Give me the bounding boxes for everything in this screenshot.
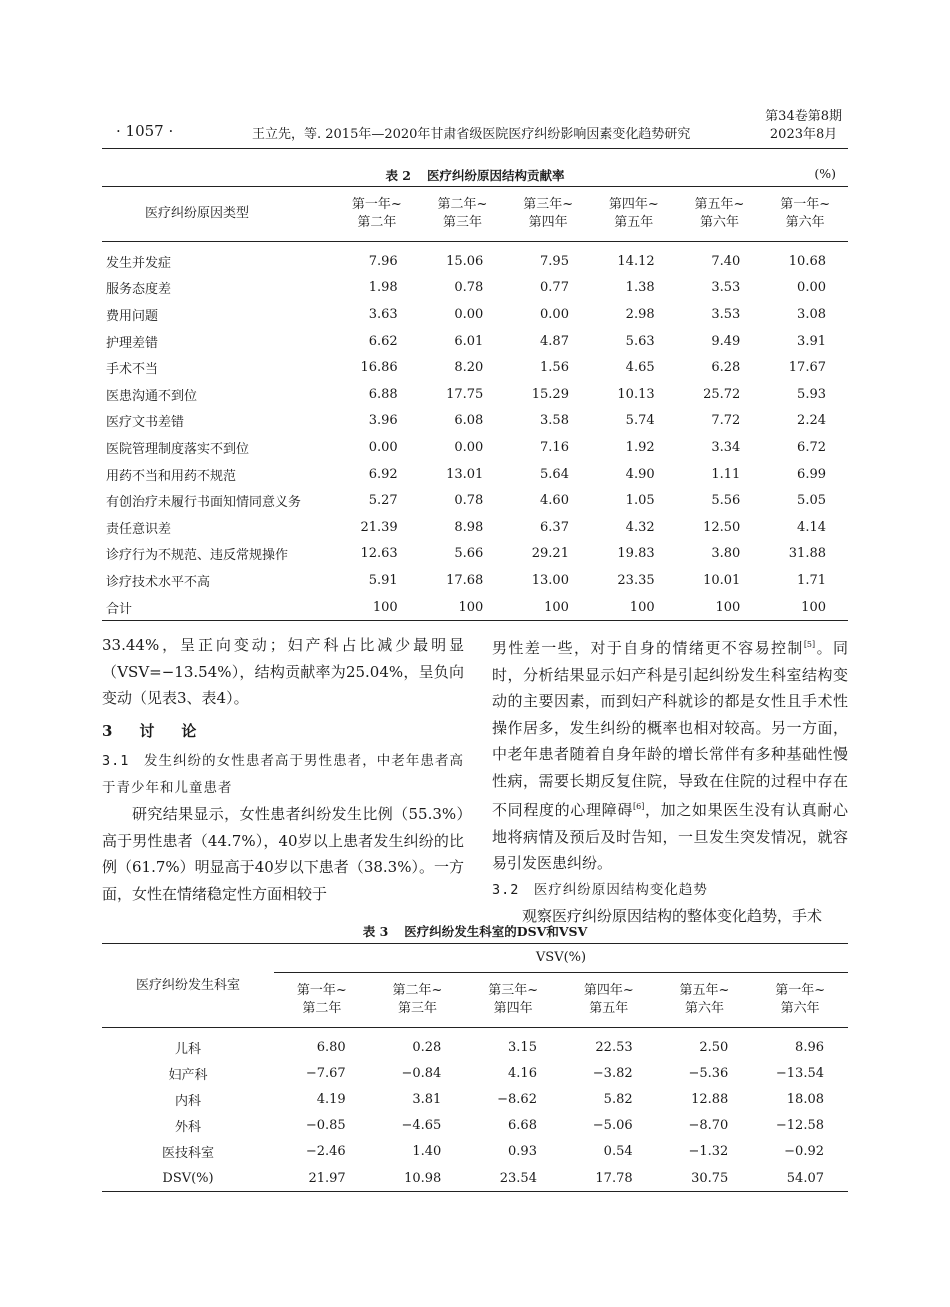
table2-row: [102, 354, 848, 381]
table2-cell: 25.72: [703, 386, 741, 402]
table2-cell: 3.53: [711, 306, 741, 322]
table2-label: 表 2: [385, 168, 412, 183]
table2-cell: 4.65: [625, 360, 655, 376]
table3-cell: −0.92: [784, 1144, 824, 1160]
running-header: [102, 108, 848, 149]
table2-cell: 7.40: [711, 253, 741, 269]
table3-row-label: 儿科: [174, 1041, 201, 1057]
table2-row: [102, 487, 848, 514]
volume-issue: 第34卷第8期: [765, 109, 842, 124]
table3-cell: 0.28: [412, 1039, 442, 1055]
table2-row: [102, 301, 848, 328]
table2-cell: 0.78: [454, 493, 484, 509]
table2-cell: 5.93: [797, 386, 826, 402]
table3-row: [102, 1139, 848, 1165]
table2-cell: 12.50: [703, 519, 741, 535]
table2-year-header: 第四年~ 第五年: [591, 187, 677, 242]
table2-cell: 6.28: [711, 360, 741, 376]
table3-cell: 1.40: [412, 1144, 442, 1160]
table3-cell: 3.81: [412, 1091, 442, 1107]
table2-year-header: 第三年~ 第四年: [505, 187, 591, 242]
table2-cell: 17.75: [446, 386, 484, 402]
table3-cell: 4.16: [508, 1065, 537, 1081]
table3-label: 表 3: [362, 924, 389, 939]
table2-cell: 100: [544, 599, 569, 615]
table3-caption: [102, 922, 848, 940]
table2-cell: 8.20: [454, 360, 484, 376]
table2-cell: 3.58: [540, 413, 569, 429]
table2-title: 医疗纠纷原因结构贡献率: [427, 168, 565, 183]
table2-cell: 2.98: [625, 306, 655, 322]
table3-cell: −7.67: [305, 1065, 346, 1081]
table3-cell: −13.54: [775, 1065, 824, 1081]
table2-row: [102, 567, 848, 594]
table2-row: [102, 328, 848, 355]
table2-cell: 1.71: [797, 572, 826, 588]
table2-cell: 15.06: [446, 253, 484, 269]
table2-cell: 1.38: [625, 280, 655, 296]
table3-cell: 21.97: [308, 1170, 346, 1186]
table2-cell: 100: [629, 599, 655, 615]
table2-cell: 6.37: [540, 519, 569, 535]
table2-row: [102, 434, 848, 461]
table2-cell: 5.91: [368, 572, 398, 588]
table2-cell: 8.98: [454, 519, 484, 535]
table2-cell: 3.53: [711, 280, 741, 296]
table2-cell: 1.56: [540, 360, 569, 376]
table3: [102, 943, 848, 1192]
table3-cell: 22.53: [595, 1039, 633, 1055]
table3-cell: −1.32: [688, 1144, 729, 1160]
table3-vsv-header: VSV(%): [274, 944, 848, 973]
table2-cell: 3.80: [711, 546, 741, 562]
table3-cell: −12.58: [775, 1118, 824, 1134]
table3-cell: 2.50: [699, 1039, 729, 1055]
table3-row: [102, 1113, 848, 1139]
table2-row: [102, 381, 848, 408]
table2-cell: 17.68: [446, 572, 484, 588]
table3-cell: 23.54: [499, 1170, 537, 1186]
table3-row: [102, 1165, 848, 1192]
table3-cell: −4.65: [401, 1118, 442, 1134]
table2-cell: 16.86: [360, 360, 398, 376]
table3-row-label: 医技科室: [161, 1146, 214, 1162]
section-heading: 3 讨 论: [102, 721, 203, 740]
table2-cell: 21.39: [360, 519, 398, 535]
table2-row: [102, 275, 848, 302]
table3-title: 医疗纠纷发生科室的DSV和VSV: [404, 924, 588, 939]
table2-row-label: 医患沟通不到位: [106, 388, 198, 404]
table3-cell: 8.96: [795, 1039, 824, 1055]
table2-cell: 0.78: [454, 280, 484, 296]
table2-cell: 3.34: [711, 439, 741, 455]
table2-row-label: 有创治疗未履行书面知情同意义务: [106, 495, 302, 511]
table2-cell: 10.13: [617, 386, 655, 402]
table2-cell: 31.88: [788, 546, 826, 562]
table2-cell: 4.87: [540, 333, 569, 349]
table2-cell: 3.08: [797, 306, 826, 322]
table3-cell: 54.07: [786, 1170, 824, 1186]
table2-cell: 23.35: [617, 572, 655, 588]
table3-row: [102, 1028, 848, 1061]
table3-row-label: DSV(%): [162, 1170, 214, 1186]
table3-cell: 10.98: [404, 1170, 442, 1186]
table3-row: [102, 1086, 848, 1112]
table2-cell: 1.11: [711, 466, 741, 482]
table3-cell: 17.78: [595, 1170, 633, 1186]
table2-row-label: 诊疗技术水平不高: [106, 574, 211, 590]
table2-row: [102, 541, 848, 568]
table2-cell: 5.66: [454, 546, 484, 562]
table2-cell: 7.16: [540, 439, 569, 455]
table2-unit: (%): [814, 166, 836, 181]
table2-cell: 10.68: [788, 253, 826, 269]
table2-cell: 100: [372, 599, 398, 615]
table2-cell: 5.05: [797, 493, 826, 509]
table2-cell: 29.21: [531, 546, 569, 562]
table2-row-label: 手术不当: [106, 362, 159, 378]
table2-cell: 3.91: [797, 333, 826, 349]
table2-cell: 6.08: [454, 413, 484, 429]
table2-cell: 1.98: [368, 280, 398, 296]
table2-cell: 7.95: [540, 253, 569, 269]
table2-row-label: 护理差错: [106, 335, 159, 351]
table3-cell: −8.70: [688, 1118, 729, 1134]
table2-cell: 13.00: [531, 572, 569, 588]
table2-row: [102, 408, 848, 435]
body-right-column: [492, 632, 848, 930]
table3-cell: −5.36: [688, 1065, 729, 1081]
table2-cell: 1.05: [625, 493, 655, 509]
table2-cell: 17.67: [788, 360, 826, 376]
table2-cell: 6.99: [797, 466, 826, 482]
table3-cell: −0.84: [401, 1065, 442, 1081]
table2-row: [102, 242, 848, 275]
table2-cell: 0.00: [797, 280, 826, 296]
table2-year-header: 第二年~ 第三年: [420, 187, 506, 242]
table2-cell: 5.74: [625, 413, 655, 429]
table3-cell: −5.06: [592, 1118, 633, 1134]
table2-row-label: 合计: [106, 601, 133, 617]
table3-cell: 18.08: [786, 1091, 824, 1107]
table3-cell: 4.19: [316, 1091, 346, 1107]
table2-cell: 14.12: [617, 253, 655, 269]
table3-year-header: 第一年~ 第六年: [752, 973, 848, 1028]
table3-cell: 12.88: [691, 1091, 729, 1107]
table2-cell: 5.63: [625, 333, 655, 349]
table2-cell: 12.63: [360, 546, 398, 562]
table3-cell: −3.82: [592, 1065, 633, 1081]
table2-cell: 4.14: [797, 519, 826, 535]
table2-caption: [102, 166, 848, 184]
table2-row-label: 医疗文书差错: [106, 415, 185, 431]
table3-cell: 3.15: [508, 1039, 537, 1055]
table2-cell: 0.00: [454, 439, 484, 455]
paragraph: 男性差一些，对于自身的情绪更不容易控制[5]。同时，分析结果显示妇产科是引起纠纷发生科室结构变动的主要因素，而到妇产科就诊的都是女性且手术性操作居多，发生纠纷的概率也相对较高。另一方面，中老年患者随着自身年龄的增长常伴有多种基础性慢性病，需要长期反复住院，导致在住院的过程中存在不同程度的心理障碍[6]，加之如果医生没有认真耐心地将病情及预后及时告知，一旦发生突发情况，就容易引发医患纠纷。: [492, 639, 848, 872]
table2-cell: 4.60: [540, 493, 569, 509]
table2-cell: 100: [801, 599, 826, 615]
table2-cell: 6.62: [368, 333, 398, 349]
page-number: · 1057 ·: [116, 122, 174, 140]
table3-year-header: 第四年~ 第五年: [561, 973, 657, 1028]
table3-year-header: 第三年~ 第四年: [465, 973, 561, 1028]
table2-cell: 100: [458, 599, 484, 615]
table3-row-label: 内科: [174, 1093, 201, 1109]
issue-date: 2023年8月: [769, 127, 838, 142]
table2-cell: 6.01: [454, 333, 484, 349]
table2-row-label: 医院管理制度落实不到位: [106, 441, 250, 457]
table2-row: [102, 514, 848, 541]
subsection-heading: 3.1 发生纠纷的女性患者高于男性患者，中老年患者高于青少年和儿童患者: [102, 753, 464, 796]
table2-cell: 0.77: [540, 280, 569, 296]
table2-cell: 4.90: [625, 466, 655, 482]
table3-col-header: 医疗纠纷发生科室: [102, 944, 274, 1028]
table2-cell: 1.92: [625, 439, 655, 455]
table3-cell: 6.68: [508, 1118, 537, 1134]
citation[interactable]: [5]: [803, 640, 816, 649]
table2-cell: 7.72: [711, 413, 741, 429]
table2-cell: 0.00: [368, 439, 398, 455]
body-left-column: [102, 632, 464, 907]
citation[interactable]: [6]: [632, 802, 645, 811]
table2-cell: 19.83: [617, 546, 655, 562]
table2-cell: 5.27: [368, 493, 398, 509]
table2: [102, 186, 848, 621]
paragraph: 研究结果显示，女性患者纠纷发生比例（55.3%）高于男性患者（44.7%），40岁以上患者发生纠纷的比例（61.7%）明显高于40岁以下患者（38.3%）。一方面，女性在情绪稳定性方面相较于: [102, 805, 464, 903]
table2-row-label: 服务态度差: [106, 282, 172, 298]
table2-cell: 6.88: [368, 386, 398, 402]
table2-cell: 3.96: [368, 413, 398, 429]
table3-year-header: 第二年~ 第三年: [370, 973, 466, 1028]
table3-cell: 30.75: [691, 1170, 729, 1186]
paragraph: 观察医疗纠纷原因结构的整体变化趋势，手术: [522, 907, 823, 925]
table2-row-label: 用药不当和用药不规范: [106, 468, 237, 484]
table2-cell: 13.01: [446, 466, 484, 482]
table2-cell: 10.01: [703, 572, 741, 588]
subsection-heading: 3.2 医疗纠纷原因结构变化趋势: [492, 881, 708, 898]
table3-cell: 5.82: [603, 1091, 633, 1107]
table2-cell: 3.63: [368, 306, 398, 322]
table3-row-label: 妇产科: [168, 1067, 208, 1083]
table2-cell: 9.49: [711, 333, 741, 349]
table2-cell: 0.00: [540, 306, 569, 322]
table2-year-header: 第一年~ 第六年: [762, 187, 848, 242]
table3-cell: 0.93: [508, 1144, 537, 1160]
table2-row: [102, 461, 848, 488]
table3-cell: −8.62: [497, 1091, 537, 1107]
table3-cell: 0.54: [603, 1144, 633, 1160]
table2-cell: 7.96: [368, 253, 398, 269]
table3-year-header: 第五年~ 第六年: [657, 973, 753, 1028]
table3-group-row: [102, 944, 848, 973]
table3-row: [102, 1060, 848, 1086]
table2-header-row: [102, 187, 848, 242]
table2-row-label: 发生并发症: [106, 255, 172, 271]
table2-col-header: 医疗纠纷原因类型: [102, 187, 334, 242]
article-running-title: 王立先，等. 2015年—2020年甘肃省级医院医疗纠纷影响因素变化趋势研究: [252, 127, 691, 142]
table2-year-header: 第一年~ 第二年: [334, 187, 420, 242]
issue-info: [765, 108, 842, 144]
table2-cell: 0.00: [454, 306, 484, 322]
table3-cell: 6.80: [316, 1039, 346, 1055]
table2-cell: 15.29: [531, 386, 569, 402]
table2-cell: 5.64: [540, 466, 569, 482]
table2-row-label: 责任意识差: [106, 521, 172, 537]
table2-row-label: 诊疗行为不规范、违反常规操作: [106, 548, 289, 564]
table2-cell: 6.72: [797, 439, 826, 455]
paragraph: 33.44%，呈正向变动；妇产科占比减少最明显（VSV=−13.54%），结构贡献率为25.04%，呈负向变动（见表3、表4）。: [102, 636, 464, 707]
table3-year-header: 第一年~ 第二年: [274, 973, 370, 1028]
table2-year-header: 第五年~ 第六年: [677, 187, 763, 242]
table2-row-label: 费用问题: [106, 308, 159, 324]
table2-cell: 6.92: [368, 466, 398, 482]
table2-cell: 2.24: [797, 413, 826, 429]
table2-cell: 5.56: [711, 493, 741, 509]
table2-cell: 100: [715, 599, 741, 615]
table2-row: [102, 594, 848, 621]
table3-cell: −0.85: [305, 1118, 346, 1134]
table3-cell: −2.46: [305, 1144, 346, 1160]
table2-cell: 4.32: [625, 519, 655, 535]
table3-row-label: 外科: [174, 1120, 201, 1136]
